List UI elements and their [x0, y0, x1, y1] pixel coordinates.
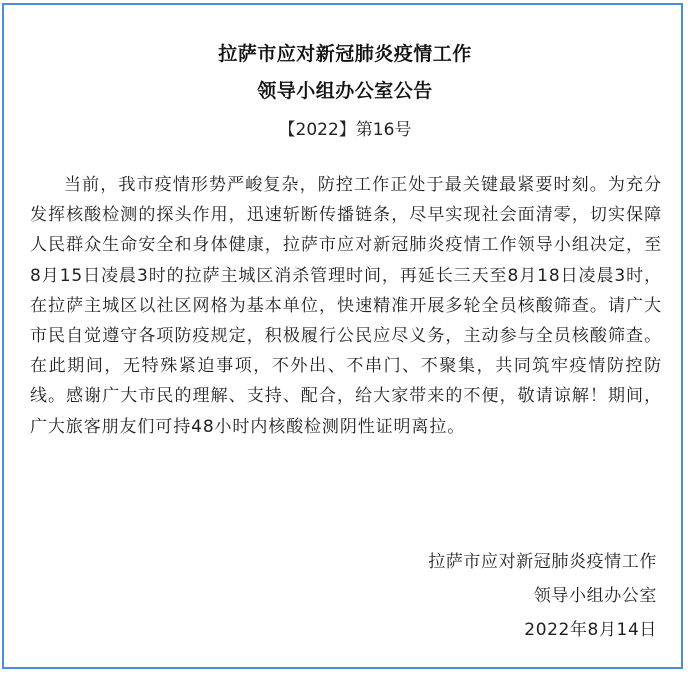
notice-title-line-1: 拉萨市应对新冠肺炎疫情工作 [218, 43, 472, 65]
signature-organization-line-1: 拉萨市应对新冠肺炎疫情工作 [428, 552, 657, 572]
notice-body-paragraph: 当前，我市疫情形势严峻复杂，防控工作正处于最关键最紧要时刻。为充分发挥核酸检测的探头作用，迅速斩断传播链条，尽早实现社会面清零，切实保障人民群众生命安全和身体健康，拉萨市应对新冠肺炎疫情工作领导小组决定，至8月15日凌晨3时的拉萨主城区消杀管理时间，再延长三天至8月18日凌晨3时，在拉萨主城区以社区网格为基本单位，快速精准开展多轮全员核酸筛查。请广大市民自觉遵守各项防疫规定，积极履行公民应尽义务，主动参与全员核酸筛查。在此期间，无特殊紧迫事项，不外出、不串门、不聚集，共同筑牢疫情防控防线。感谢广大市民的理解、支持、配合，给大家带来的不便，敬请谅解！期间，广大旅客朋友们可持48小时内核酸检测阴性证明离拉。 [30, 175, 662, 437]
document-number: 【2022】第16号 [278, 120, 412, 140]
signature-organization-line-2: 领导小组办公室 [533, 586, 657, 606]
signature-date: 2022年8月14日 [524, 620, 657, 640]
notice-title-line-2: 领导小组办公室公告 [257, 80, 433, 102]
